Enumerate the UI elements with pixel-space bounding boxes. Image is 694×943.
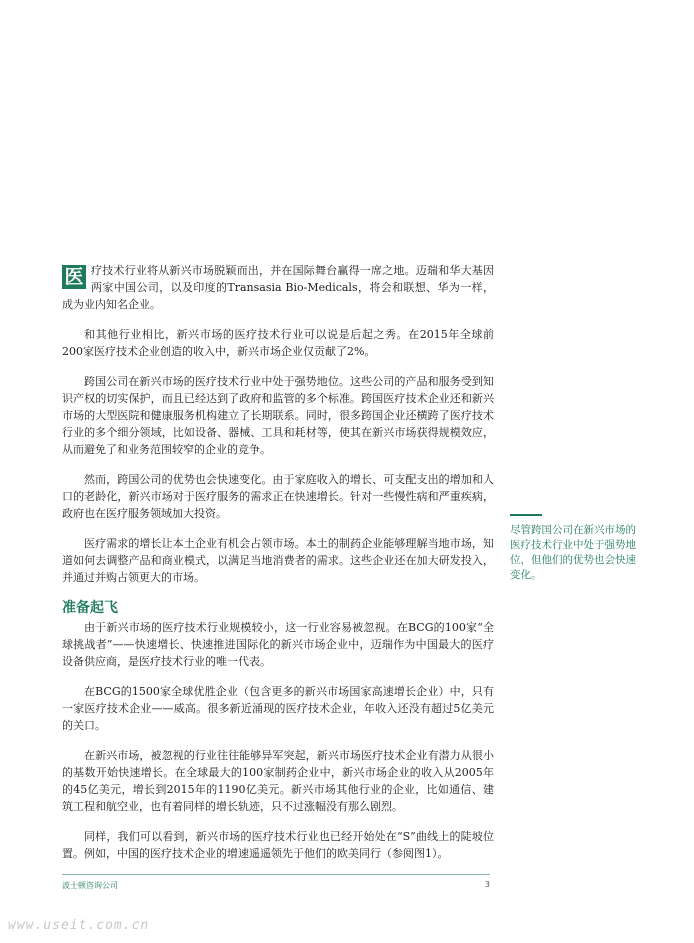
pullquote-text: 尽管跨国公司在新兴市场的医疗技术行业中处于强势地位，但他们的优势也会快速变化。 [510,524,636,581]
paragraph-9: 同样，我们可以看到，新兴市场的医疗技术行业也已经开始处在“S”曲线上的陡坡位置。例如，中国的医疗技术企业的增速遥遥领先于他们的欧美同行（参阅图1）。 [62,830,494,860]
watermark: www.useit.com.cn [8,918,150,933]
paragraph-8: 在新兴市场，被忽视的行业往往能够异军突起，新兴市场医疗技术企业有潜力从很小的基数开始快速增长。在全球最大的100家制药企业中，新兴市场企业的收入从2005年的45亿美元，增长到2015年的1190亿美元。新兴市场其他行业的企业，比如通信、建筑工程和航空业，也有着同样的增长轨迹，只不过涨幅没有那么剧烈。 [62,749,494,813]
paragraph-5: 医疗需求的增长让本土企业有机会占领市场。本土的制药企业能够理解当地市场，知道如何去调整产品和商业模式，以满足当地消费者的需求。这些企业还在加大研发投入，并通过并购占领更大的市场。 [62,537,494,584]
paragraph-2: 和其他行业相比，新兴市场的医疗技术行业可以说是后起之秀。在2015年全球前200家医疗技术企业创造的收入中，新兴市场企业仅贡献了2%。 [62,328,494,358]
pullquote-rule [510,514,542,516]
paragraph-6: 由于新兴市场的医疗技术行业规模较小，这一行业容易被忽视。在BCG的100家“全球挑战者”——快速增长、快速推进国际化的新兴市场企业中，迈瑞作为中国最大的医疗设备供应商，是医疗技术行业的唯一代表。 [62,621,494,668]
paragraph-4: 然而，跨国公司的优势也会快速变化。由于家庭收入的增长、可支配支出的增加和人口的老龄化，新兴市场对于医疗服务的需求正在快速增长。针对一些慢性病和严重疾病，政府也在医疗服务领域加大投资。 [62,473,494,520]
footer-divider [62,874,490,875]
article-body [62,262,494,875]
paragraph-7: 在BCG的1500家全球优胜企业（包含更多的新兴市场国家高速增长企业）中，只有一家医疗技术企业——威高。很多新近涌现的医疗技术企业，年收入还没有超过5亿美元的关口。 [62,685,494,732]
paragraph-3: 跨国公司在新兴市场的医疗技术行业中处于强势地位。这些公司的产品和服务受到知识产权的切实保护，而且已经达到了政府和监管的多个标准。跨国医疗技术企业还和新兴市场的大型医院和健康服务机构建立了长期联系。同时，很多跨国企业还横跨了医疗技术行业的多个细分领域，比如设备、器械、工具和耗材等，使其在新兴市场获得规模效应，从而避免了和业务范围较窄的企业的竞争。 [62,375,494,456]
page-number: 3 [484,880,490,889]
intro-paragraph [62,262,494,313]
intro-text: 疗技术行业将从新兴市场脱颖而出，并在国际舞台赢得一席之地。迈瑞和华大基因两家中国公司，以及印度的Transasia Bio-Medicals，将会和联想、华为一样，成为业内知名企业。 [62,264,494,311]
section-heading: 准备起飞 [62,600,118,616]
footer-publisher: 波士顿咨询公司 [62,881,118,890]
dropcap: 医 [62,265,86,289]
pullquote-sidebar [510,514,638,583]
